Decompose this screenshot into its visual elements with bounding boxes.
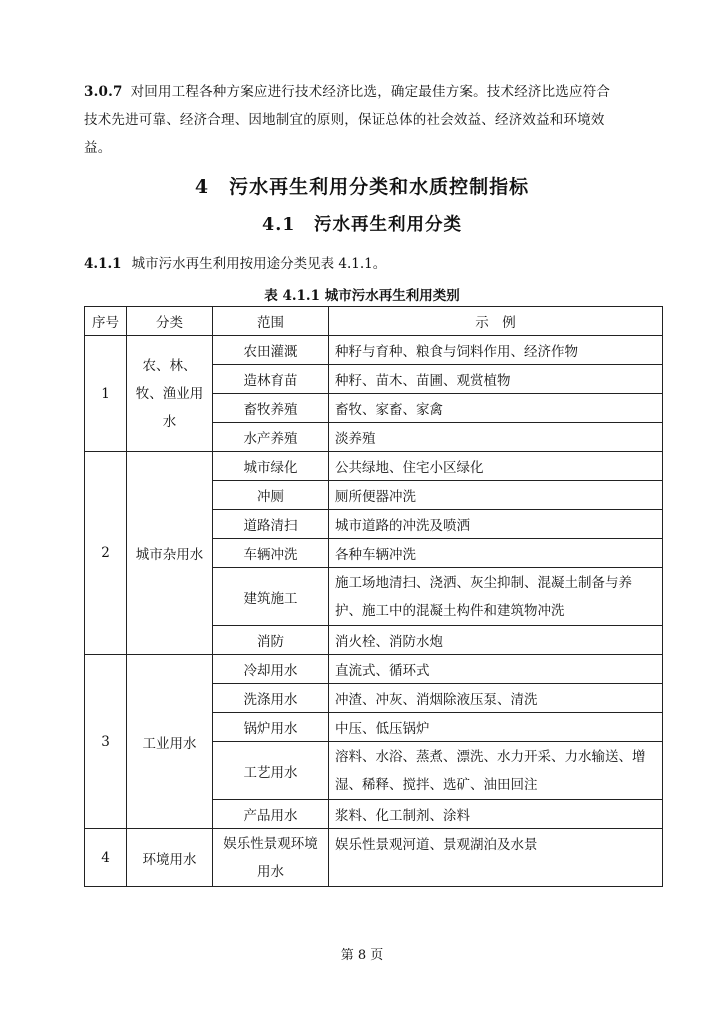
example-cell: 种籽、苗木、苗圃、观赏植物 xyxy=(329,365,663,394)
clause-4-1-1 xyxy=(84,252,386,272)
scope-cell: 锅炉用水 xyxy=(213,713,329,742)
example-cell: 种籽与育种、粮食与饲料作用、经济作物 xyxy=(329,336,663,365)
scope-cell: 娱乐性景观环境用水 xyxy=(213,829,329,887)
example-cell: 各种车辆冲洗 xyxy=(329,539,663,568)
reuse-category-table xyxy=(84,306,663,887)
scope-cell: 建筑施工 xyxy=(213,568,329,626)
section-title: 4.1 污水再生利用分类 xyxy=(262,215,462,235)
table-row xyxy=(85,655,663,684)
scope-cell: 畜牧养殖 xyxy=(213,394,329,423)
group-category: 城市杂用水 xyxy=(127,452,213,655)
scope-cell: 消防 xyxy=(213,626,329,655)
scope-cell: 造林育苗 xyxy=(213,365,329,394)
clause-text: 城市污水再生利用按用途分类见表 4.1.1。 xyxy=(131,256,387,272)
paragraph-line-1: 对回用工程各种方案应进行技术经济比选，确定最佳方案。技术经济比选应符合 xyxy=(130,84,611,100)
group-no: 2 xyxy=(85,452,127,655)
table-row xyxy=(85,336,663,365)
example-cell: 消火栓、消防水炮 xyxy=(329,626,663,655)
example-cell: 中压、低压锅炉 xyxy=(329,713,663,742)
scope-cell: 工艺用水 xyxy=(213,742,329,800)
clause-number: 4.1.1 xyxy=(84,256,122,272)
group-no: 3 xyxy=(85,655,127,829)
example-cell: 冲渣、冲灰、消烟除液压泵、清洗 xyxy=(329,684,663,713)
table-row xyxy=(85,829,663,887)
scope-cell: 车辆冲洗 xyxy=(213,539,329,568)
scope-cell: 冷却用水 xyxy=(213,655,329,684)
scope-cell: 产品用水 xyxy=(213,800,329,829)
chapter-title: 4 污水再生利用分类和水质控制指标 xyxy=(194,176,530,198)
example-cell: 厕所便器冲洗 xyxy=(329,481,663,510)
group-category: 环境用水 xyxy=(127,829,213,887)
example-cell: 淡养殖 xyxy=(329,423,663,452)
paragraph-line-2: 技术先进可靠、经济合理、因地制宜的原则，保证总体的社会效益、经济效益和环境效 xyxy=(84,112,605,128)
group-category: 农、林、牧、渔业用水 xyxy=(127,336,213,452)
example-cell: 公共绿地、住宅小区绿化 xyxy=(329,452,663,481)
group-no: 4 xyxy=(85,829,127,887)
page-footer: 第 8 页 xyxy=(340,948,384,963)
header-example: 示 例 xyxy=(329,307,663,336)
scope-cell: 水产养殖 xyxy=(213,423,329,452)
example-cell: 溶料、水浴、蒸煮、漂洗、水力开采、力水输送、增湿、稀释、搅拌、选矿、油田回注 xyxy=(329,742,663,800)
example-cell: 直流式、循环式 xyxy=(329,655,663,684)
table-caption: 表 4.1.1 城市污水再生利用类别 xyxy=(264,288,460,304)
paragraph-number: 3.0.7 xyxy=(84,84,123,100)
scope-cell: 道路清扫 xyxy=(213,510,329,539)
example-cell: 娱乐性景观河道、景观湖泊及水景 xyxy=(329,829,663,887)
table-row xyxy=(85,452,663,481)
paragraph-3-0-7 xyxy=(84,78,664,162)
example-cell: 施工场地清扫、浇洒、灰尘抑制、混凝土制备与养护、施工中的混凝土构件和建筑物冲洗 xyxy=(329,568,663,626)
group-no: 1 xyxy=(85,336,127,452)
example-cell: 浆料、化工制剂、涂料 xyxy=(329,800,663,829)
example-cell: 畜牧、家畜、家禽 xyxy=(329,394,663,423)
group-category: 工业用水 xyxy=(127,655,213,829)
header-no: 序号 xyxy=(85,307,127,336)
header-scope: 范围 xyxy=(213,307,329,336)
example-cell: 城市道路的冲洗及喷洒 xyxy=(329,510,663,539)
scope-cell: 城市绿化 xyxy=(213,452,329,481)
scope-cell: 冲厕 xyxy=(213,481,329,510)
scope-cell: 洗涤用水 xyxy=(213,684,329,713)
header-category: 分类 xyxy=(127,307,213,336)
scope-cell: 农田灌溉 xyxy=(213,336,329,365)
paragraph-line-3: 益。 xyxy=(84,140,112,156)
